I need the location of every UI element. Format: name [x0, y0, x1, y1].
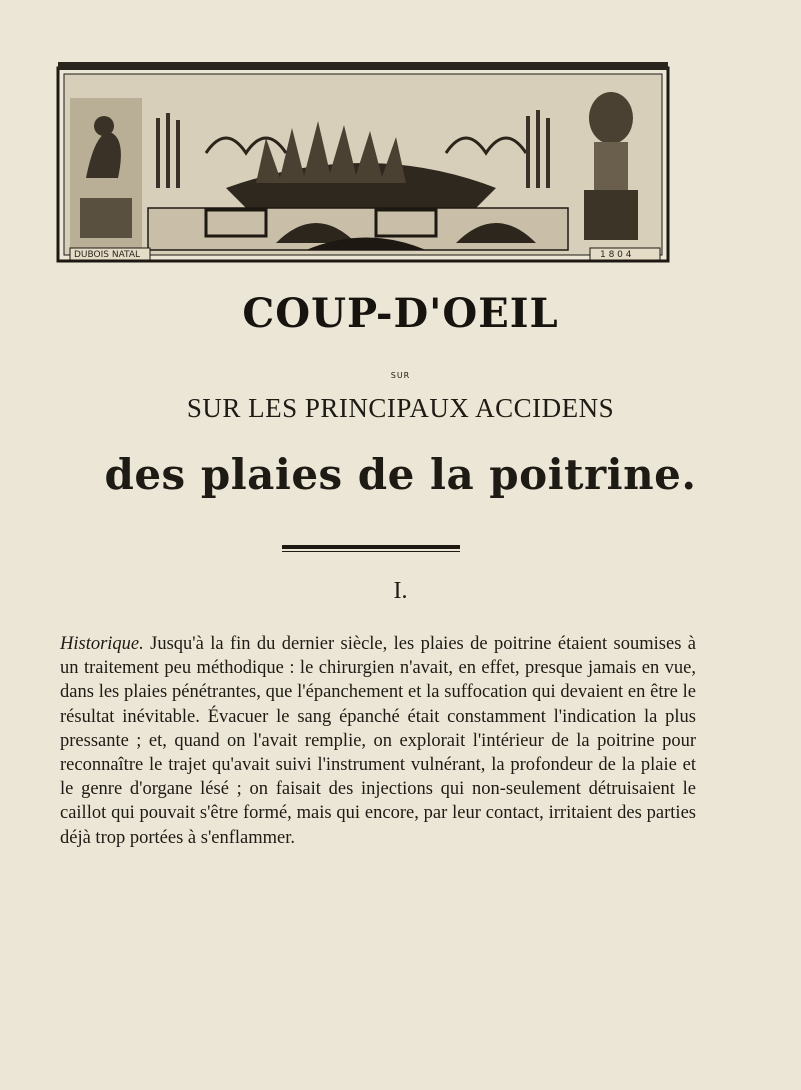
body-paragraph	[60, 632, 696, 850]
subtitle: SUR LES PRINCIPAUX ACCIDENS	[186, 393, 615, 423]
subtitle-secondary: des plaies de la poitrine.	[104, 450, 697, 499]
plate-label-left: DUBOIS NATAL	[74, 250, 141, 260]
engraving-illustration	[56, 58, 670, 263]
page-title: COUP-D'OEIL	[242, 290, 559, 337]
paragraph-text: Jusqu'à la fin du dernier siècle, les plaies de poitrine étaient soumises à un traitement peu méthodique : le chirurgien n'avait, en effet, presque jamais en vue, dans les plaies pénétrantes, que l'épanchement et la suffocation qui devaient en être le résultat inévitable. Évacuer le sang épanché était constamment l'indication la plus pressante ; et, quand on l'avait remplie, on explorait l'intérieur de la poitrine pour reconnaître le trajet qu'avait suivi l'instrument vulnérant, la profondeur de la plaie et le genre d'organe lésé ; on faisait des injections qui non-seulement détruisaient le caillot qui pouvait s'être formé, mais qui encore, par leur contact, irritaient des parties déjà trop portées à s'enflammer.	[60, 634, 696, 848]
divider-thick	[282, 545, 460, 549]
plate-label-right: 1 8 0 4	[600, 250, 632, 260]
small-heading: SUR	[390, 371, 411, 380]
divider-thin	[282, 551, 460, 552]
engraved-headpiece	[56, 58, 670, 263]
section-number: I.	[393, 578, 408, 604]
paragraph-lead: Historique.	[60, 634, 144, 654]
